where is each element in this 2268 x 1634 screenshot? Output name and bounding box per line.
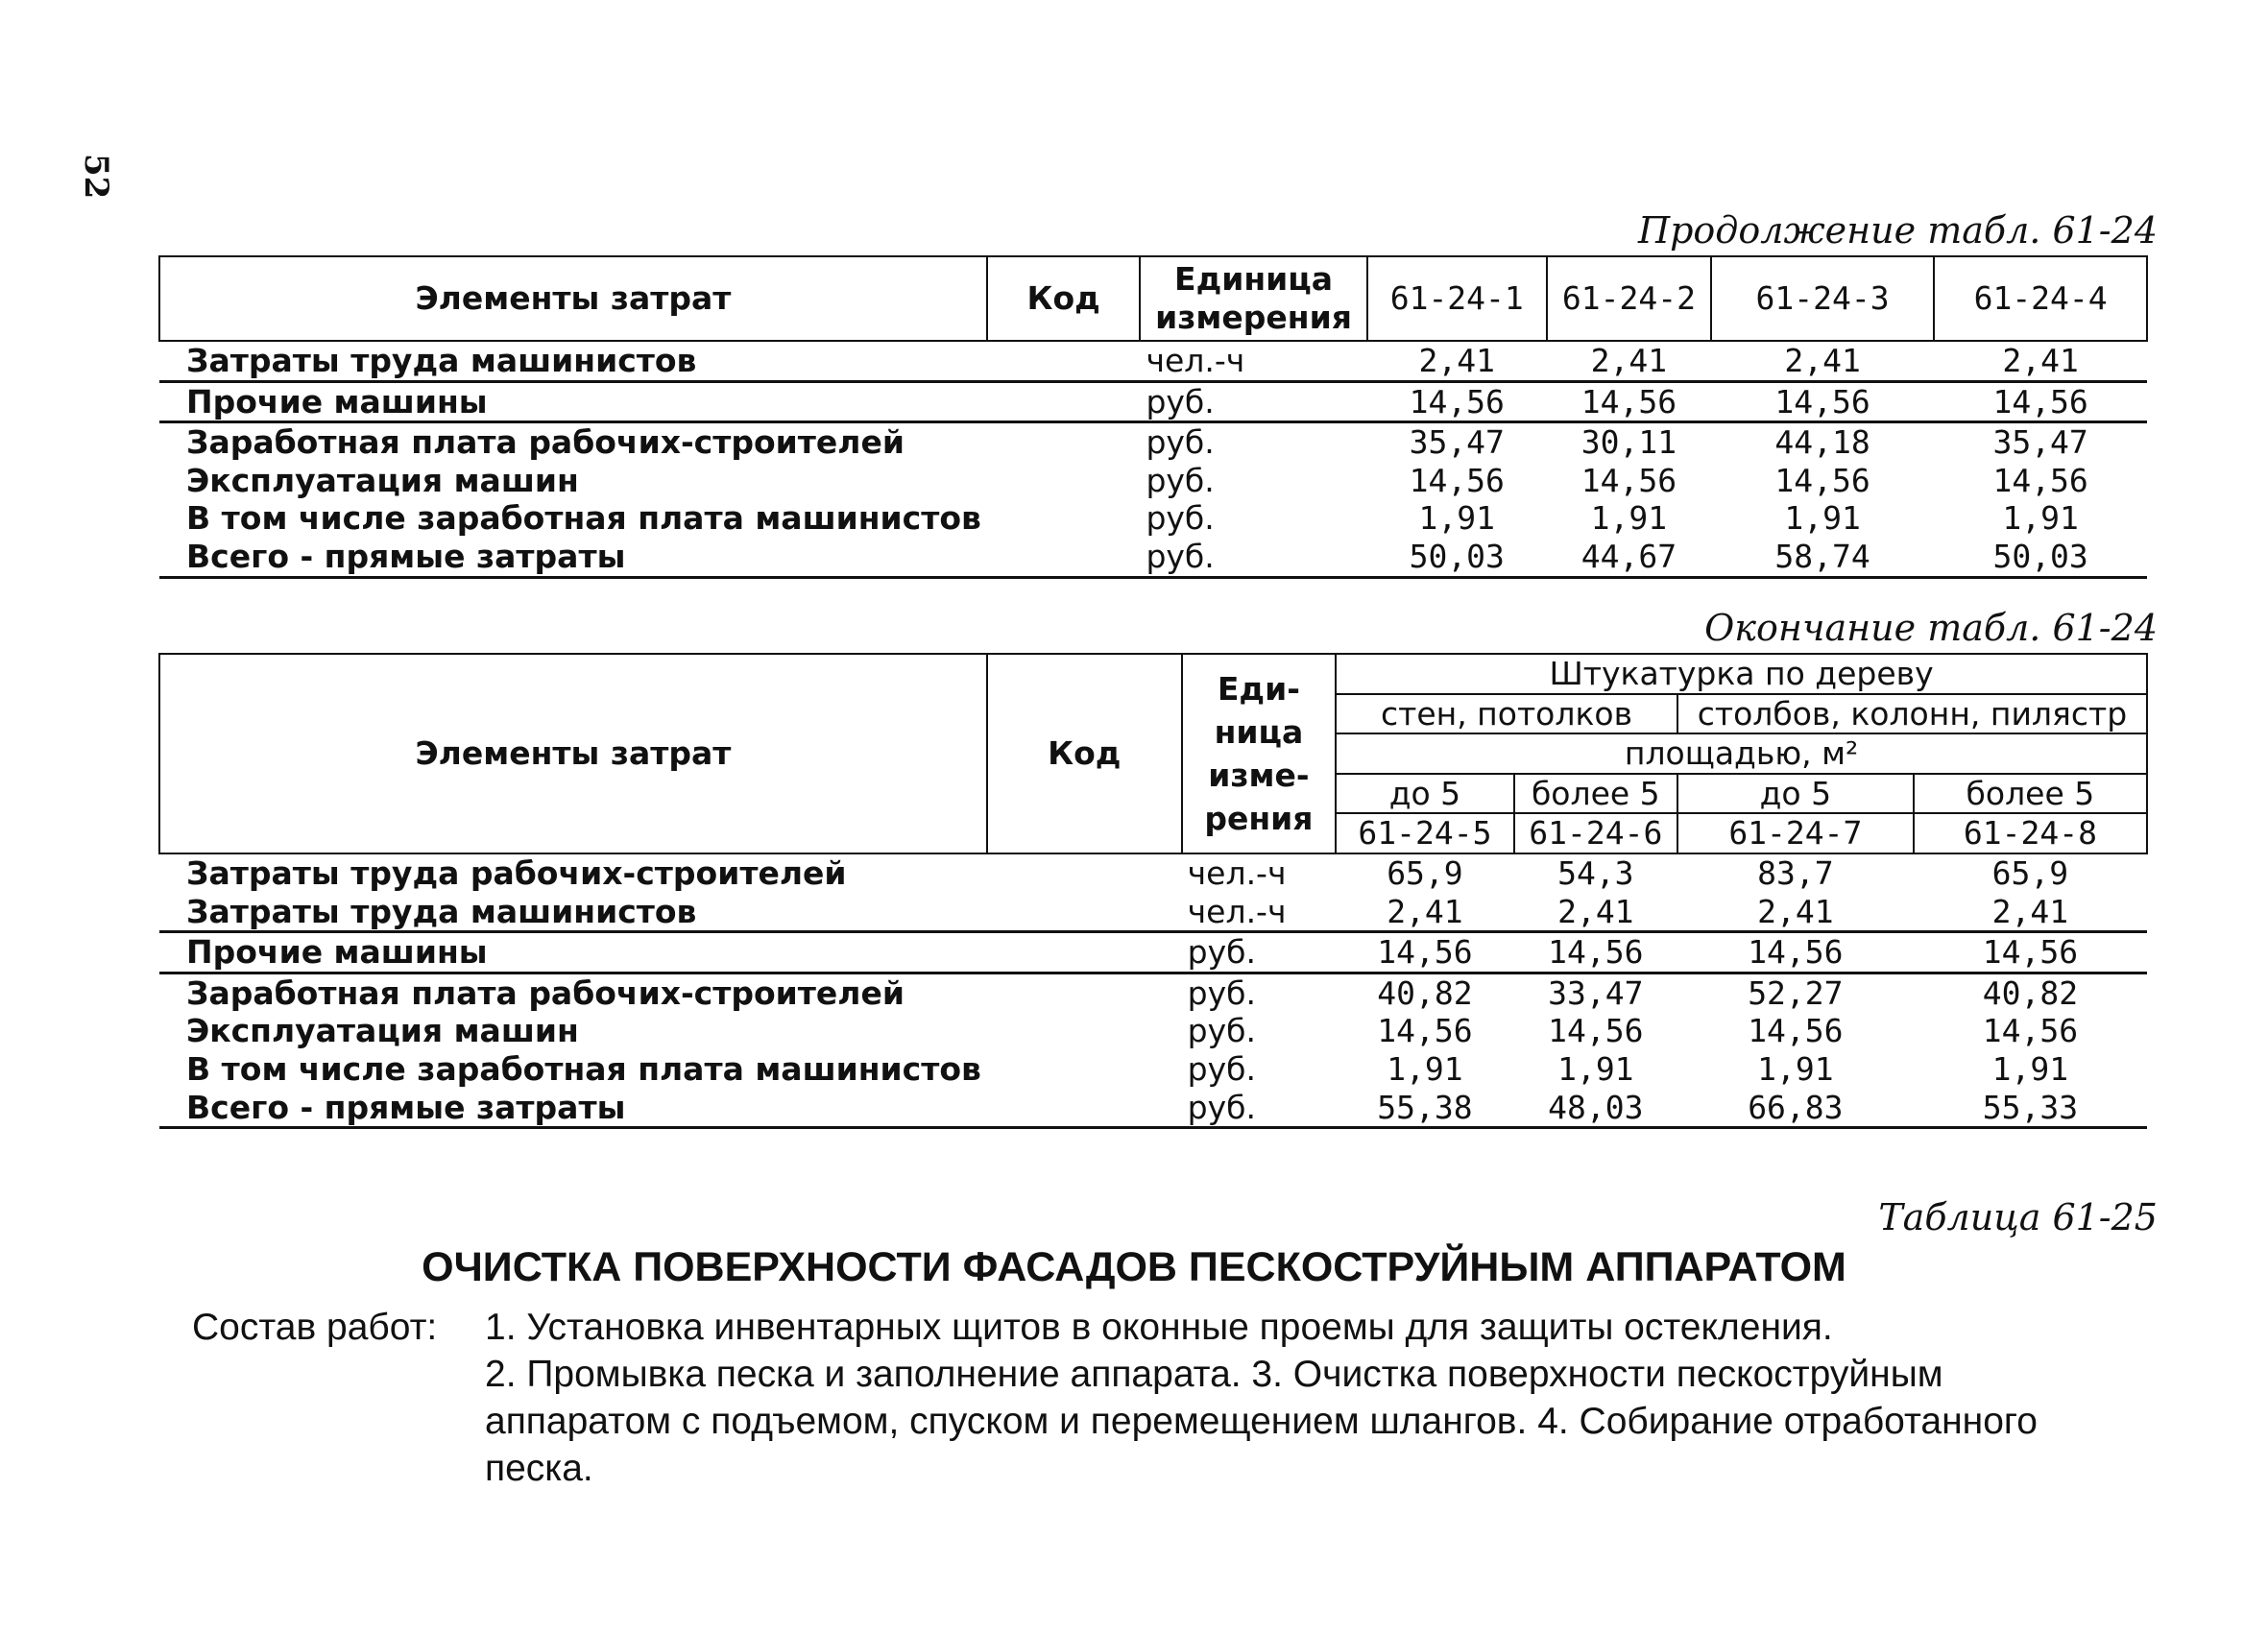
row-label: Заработная плата рабочих-строителей — [186, 973, 905, 1012]
row-label: Всего - прямые затраты — [159, 1089, 987, 1128]
unit-cell: руб. — [1146, 499, 1215, 538]
col-header-unit: Единица измерения — [1140, 256, 1366, 341]
value-cell: 48,03 — [1514, 1089, 1677, 1128]
row-label: Всего - прямые затраты — [159, 538, 987, 577]
unit-cell: чел.-ч — [1187, 853, 1287, 892]
unit-cell: руб. — [1182, 932, 1336, 973]
row-label: Затраты труда машинистов — [159, 893, 987, 932]
value-cell: 44,67 — [1547, 538, 1711, 577]
unit-cell: руб. — [1146, 461, 1215, 499]
group-header-plaster: Штукатурка по дереву — [1336, 654, 2147, 694]
table-row — [159, 1012, 2147, 1050]
value-cell: 44,18 — [1774, 423, 1870, 462]
col-header-61-24-1: 61-24-1 — [1367, 256, 1547, 341]
value-cell: 52,27 — [1748, 973, 1844, 1012]
page-number: 52 — [77, 154, 115, 200]
code-cell — [987, 381, 1141, 422]
value-cell: 55,33 — [1914, 1089, 2147, 1128]
composition-rest: 2. Промывка песка и заполнение аппарата. 3. Очистка поверхности пескоструйным аппаратом с подъемом, спуском и перемещением шлангов. 4. Собирание отработанного песка. — [485, 1354, 2038, 1489]
value-cell: 1,91 — [1991, 1049, 2069, 1088]
table-row — [159, 422, 2147, 462]
row-label: Затраты труда рабочих-строителей — [186, 853, 847, 892]
value-cell: 14,56 — [1992, 461, 2088, 499]
value-cell: 14,56 — [1367, 381, 1547, 422]
value-cell: 1,91 — [1418, 499, 1495, 538]
unit-cell: руб. — [1187, 1049, 1256, 1088]
table-row — [159, 1089, 2147, 1128]
value-cell: 66,83 — [1677, 1089, 1914, 1128]
unit-cell: руб. — [1187, 973, 1256, 1012]
table3-caption: Таблица 61-25 — [1878, 1196, 2158, 1238]
table-row — [159, 973, 2147, 1012]
value-cell: 2,41 — [1547, 341, 1711, 381]
col-header-61-24-6: 61-24-6 — [1514, 813, 1677, 853]
value-cell: 2,41 — [1914, 893, 2147, 932]
row-label: Прочие машины — [159, 381, 987, 422]
value-cell: 14,56 — [1711, 381, 1934, 422]
value-cell: 14,56 — [1934, 381, 2147, 422]
area-header: площадью, м² — [1336, 733, 2147, 774]
row-label: Затраты труда машинистов — [159, 341, 987, 381]
range-header: до 5 — [1677, 774, 1914, 814]
col-header-61-24-3: 61-24-3 — [1711, 256, 1934, 341]
subgroup-walls: стен, потолков — [1336, 694, 1677, 734]
value-cell: 14,56 — [1748, 1012, 1844, 1050]
work-composition — [192, 1304, 2132, 1492]
value-cell: 14,56 — [1336, 932, 1514, 973]
code-cell — [987, 422, 1141, 462]
value-cell: 2,41 — [1514, 893, 1677, 932]
table-row — [159, 341, 2147, 381]
table-row — [159, 893, 2147, 932]
value-cell: 35,47 — [1409, 423, 1505, 462]
table-row — [159, 538, 2147, 577]
code-cell — [987, 893, 1182, 932]
value-cell: 14,56 — [1982, 1012, 2079, 1050]
row-label: Эксплуатация машин — [186, 461, 579, 499]
value-cell: 14,56 — [1377, 1012, 1473, 1050]
value-cell: 50,03 — [1934, 538, 2147, 577]
value-cell: 65,9 — [1387, 853, 1463, 892]
unit-cell: руб. — [1187, 1012, 1256, 1050]
code-cell — [987, 538, 1141, 577]
value-cell: 35,47 — [1992, 423, 2088, 462]
value-cell: 14,56 — [1914, 932, 2147, 973]
row-label: Заработная плата рабочих-строителей — [186, 423, 905, 462]
value-cell: 83,7 — [1757, 853, 1834, 892]
table-row — [159, 932, 2147, 973]
value-cell: 14,56 — [1677, 932, 1914, 973]
value-cell: 58,74 — [1711, 538, 1934, 577]
value-cell: 1,91 — [2002, 499, 2079, 538]
col-header-61-24-4: 61-24-4 — [1934, 256, 2147, 341]
value-cell: 55,38 — [1336, 1089, 1514, 1128]
col-header-61-24-2: 61-24-2 — [1547, 256, 1711, 341]
table-row — [159, 381, 2147, 422]
value-cell: 1,91 — [1557, 1049, 1634, 1088]
row-label: Эксплуатация машин — [186, 1012, 579, 1050]
code-cell — [987, 341, 1141, 381]
col-header-code: Код — [987, 256, 1141, 341]
value-cell: 2,41 — [1711, 341, 1934, 381]
col-header-61-24-8: 61-24-8 — [1914, 813, 2147, 853]
value-cell: 14,56 — [1547, 381, 1711, 422]
value-cell: 30,11 — [1580, 423, 1677, 462]
unit-cell: руб. — [1140, 538, 1366, 577]
col-header-61-24-5: 61-24-5 — [1336, 813, 1514, 853]
range-header: более 5 — [1514, 774, 1677, 814]
unit-cell: чел.-ч — [1140, 341, 1366, 381]
value-cell: 50,03 — [1367, 538, 1547, 577]
value-cell: 40,82 — [1377, 973, 1473, 1012]
table1-caption: Продолжение табл. 61-24 — [1637, 209, 2158, 252]
value-cell: 54,3 — [1557, 853, 1634, 892]
row-label: В том числе заработная плата машинистов — [186, 499, 981, 538]
table-row — [159, 1050, 2147, 1089]
value-cell: 2,41 — [1677, 893, 1914, 932]
unit-cell: чел.-ч — [1182, 893, 1336, 932]
table2 — [158, 653, 2148, 1129]
code-cell — [987, 499, 1141, 538]
range-header: более 5 — [1914, 774, 2147, 814]
unit-cell: руб. — [1146, 423, 1215, 462]
code-cell — [987, 1050, 1182, 1089]
value-cell: 14,56 — [1774, 461, 1870, 499]
value-cell: 1,91 — [1757, 1049, 1834, 1088]
code-cell — [987, 1012, 1182, 1050]
value-cell: 2,41 — [1336, 893, 1514, 932]
unit-cell: руб. — [1140, 381, 1366, 422]
value-cell: 40,82 — [1982, 973, 2079, 1012]
col-header-elements: Элементы затрат — [159, 654, 987, 853]
value-cell: 65,9 — [1991, 853, 2069, 892]
table1 — [158, 255, 2148, 579]
subgroup-columns: столбов, колонн, пилястр — [1677, 694, 2147, 734]
code-cell — [987, 973, 1182, 1012]
col-header-elements: Элементы затрат — [159, 256, 987, 341]
composition-label: Состав работ: — [192, 1307, 438, 1348]
row-label: Прочие машины — [159, 932, 987, 973]
code-cell — [987, 1089, 1182, 1128]
value-cell: 14,56 — [1548, 1012, 1644, 1050]
composition-first-line: 1. Установка инвентарных щитов в оконные проемы для защиты остекления. — [485, 1307, 1833, 1348]
value-cell: 2,41 — [1934, 341, 2147, 381]
table-row — [159, 853, 2147, 893]
col-header-61-24-7: 61-24-7 — [1677, 813, 1914, 853]
table2-caption: Окончание табл. 61-24 — [1704, 607, 2158, 649]
value-cell: 14,56 — [1409, 461, 1505, 499]
table-row — [159, 462, 2147, 500]
col-header-code: Код — [987, 654, 1182, 853]
code-cell — [987, 853, 1182, 893]
value-cell: 14,56 — [1514, 932, 1677, 973]
code-cell — [987, 462, 1141, 500]
table-row — [159, 499, 2147, 538]
code-cell — [987, 932, 1182, 973]
range-header: до 5 — [1336, 774, 1514, 814]
value-cell: 1,91 — [1590, 499, 1668, 538]
row-label: В том числе заработная плата машинистов — [186, 1049, 981, 1088]
value-cell: 2,41 — [1367, 341, 1547, 381]
value-cell: 14,56 — [1580, 461, 1677, 499]
value-cell: 33,47 — [1548, 973, 1644, 1012]
unit-cell: руб. — [1182, 1089, 1336, 1128]
section-title: ОЧИСТКА ПОВЕРХНОСТИ ФАСАДОВ ПЕСКОСТРУЙНЫМ АППАРАТОМ — [422, 1244, 1846, 1290]
col-header-unit: Еди- ница изме- рения — [1182, 654, 1336, 853]
value-cell: 1,91 — [1784, 499, 1861, 538]
value-cell: 1,91 — [1387, 1049, 1463, 1088]
